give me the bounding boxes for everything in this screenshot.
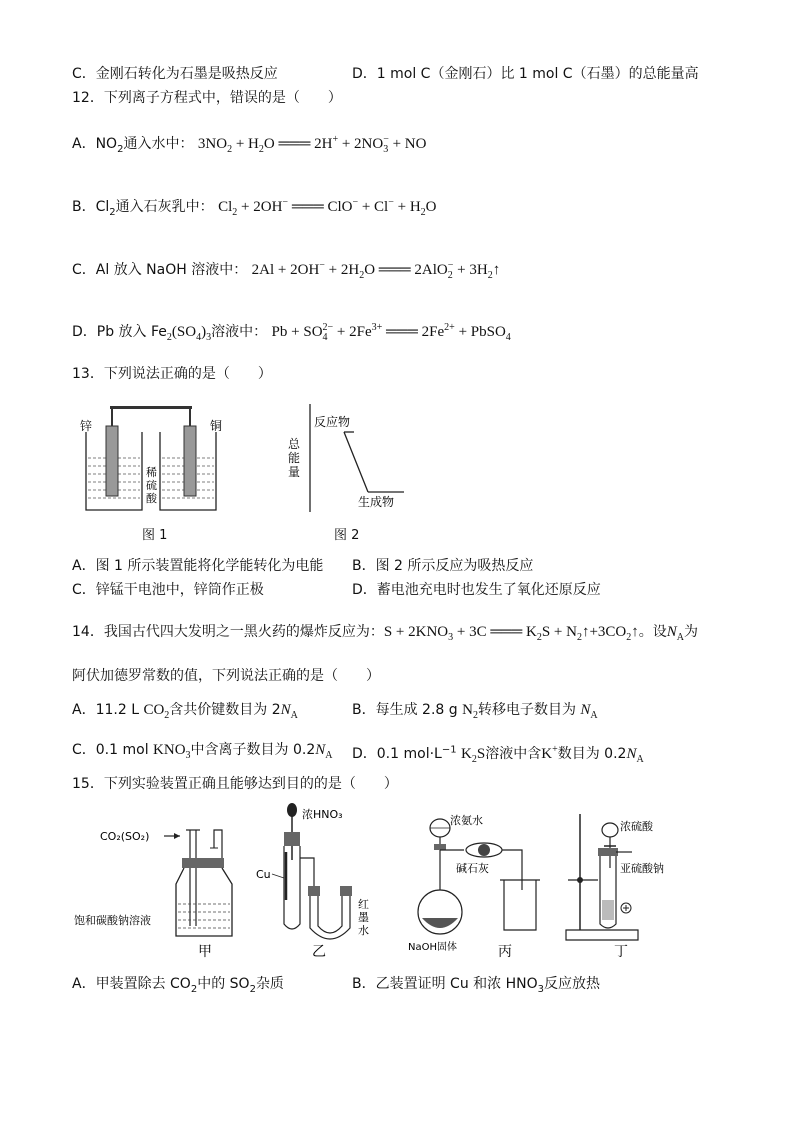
q15-option-a: A．甲装置除去 $CO_2$中的 $SO_2$杂质 <box>72 976 284 995</box>
q14-option-c: C．0.1 mol $KNO_3$中含离子数目为 $0.2N_A$ <box>72 742 333 761</box>
ding-caption: 丁 <box>614 944 628 958</box>
q14-stem-post: 。设 <box>638 624 667 640</box>
q15-b-post: 反应放热 <box>544 976 600 992</box>
ylabel-2: 能 <box>288 451 301 465</box>
q14-stem: 14．我国古代四大发明之一黑火药的爆炸反应为：$S + 2KNO_3 + 3C$ ═══ $K_2S$ + $N_2↑+3CO_2↑$。设$N_A$为 <box>72 624 699 643</box>
q12-stem: 12．下列离子方程式中，错误的是（ ） <box>72 90 342 106</box>
jia-solution-label: 饱和碳酸钠溶液 <box>74 914 151 927</box>
q15-apparatus-jia <box>72 808 262 958</box>
q12-c-equation: $2Al + 2OH^- + 2H_2O$ ═══ $2AlO_2^- + 3H_2↑$ <box>251 260 501 281</box>
q12-a-text: 通入水中： <box>123 136 194 152</box>
q12-c-label: C．Al 放入 NaOH 溶液中： <box>72 262 248 278</box>
zinc-electrode <box>106 426 118 496</box>
figure-2-caption: 图 2 <box>334 528 360 543</box>
q14-c-mid: 中含离子数目为 0.2 <box>190 742 316 758</box>
yi-acid-label: 浓HNO₃ <box>302 808 343 821</box>
q12-d-text: 溶液中： <box>211 324 268 340</box>
q14-d-mid: 溶液中含 <box>485 746 542 762</box>
yi-caption: 乙 <box>312 944 326 958</box>
yi-cu-label: Cu <box>256 868 271 881</box>
yi-ink-1: 红 <box>358 898 369 911</box>
q12-option-d: D．Pb 放入 $Fe_2(SO_4)_3$溶液中： $Pb + SO_4^{2-} + 2Fe^{3+}$ ═══ $2Fe^{2+}$ + PbSO$_4$ <box>72 322 511 343</box>
ding-acid-label: 浓硫酸 <box>620 820 653 833</box>
copper-electrode <box>184 426 196 496</box>
q15-apparatus-bing <box>404 808 544 958</box>
reactant-label: 反应物 <box>314 415 351 429</box>
yi-ink-3: 水 <box>358 924 369 937</box>
ylabel-1: 总 <box>288 437 301 451</box>
q14-option-a: A．11.2 L $CO_2$含共价键数目为 $2N_A$ <box>72 702 298 721</box>
q13-stem: 13．下列说法正确的是（ ） <box>72 366 272 382</box>
q12-b-text: 通入石灰乳中： <box>115 199 214 215</box>
q14-a-mid: 含共价键数目为 2 <box>169 702 281 718</box>
q15-option-b: B．乙装置证明 Cu 和浓 $HNO_3$反应放热 <box>352 976 600 995</box>
figure-1-caption: 图 1 <box>142 528 168 543</box>
jia-caption: 甲 <box>198 944 212 958</box>
q14-d-pre: D．0.1 mol·L <box>352 746 442 762</box>
q14-a-pre: A．11.2 L <box>72 702 139 718</box>
q14-b-mid: 转移电子数目为 <box>477 702 576 718</box>
bing-caption: 丙 <box>498 944 512 958</box>
q15-apparatus-yi <box>252 800 392 958</box>
q15-a-post: 杂质 <box>255 976 284 992</box>
product-label: 生成物 <box>358 495 395 509</box>
q12-b-equation: $Cl_2 + 2OH^-$ ═══ $ClO^- + Cl^- + H_2O$ <box>218 197 437 218</box>
q14-stem-post2: 为 <box>684 624 699 640</box>
q15-a-pre: A．甲装置除去 CO <box>72 976 191 992</box>
q12-option-b: B．$Cl_2$通入石灰乳中： $Cl_2 + 2OH^-$ ═══ $ClO^- + Cl^- + H_2O$ <box>72 197 437 218</box>
q14-c-pre: C．0.1 mol <box>72 742 149 758</box>
q13-figure-1 <box>72 400 232 520</box>
q13-option-c: C．锌锰干电池中，锌筒作正极 <box>72 582 264 598</box>
q14-stem-pre: 14．我国古代四大发明之一黑火药的爆炸反应为： <box>72 624 384 640</box>
q14-option-b: B．每生成 2.8 g $N_2$转移电子数目为 $N_A$ <box>352 702 598 721</box>
q12-option-c <box>72 256 500 286</box>
bing-naoh-label: NaOH固体 <box>408 942 457 953</box>
q12-d-label: D．Pb 放入 Fe <box>72 324 167 340</box>
q11-option-d: D．1 mol C（金刚石）比 1 mol C（石墨）的总能量高 <box>352 66 699 82</box>
q14-b-pre: B．每生成 2.8 g <box>352 702 458 718</box>
q15-apparatus-ding <box>558 808 698 958</box>
q12-b-label: B．Cl <box>72 199 110 215</box>
ding-salt-label: 亚硫酸钠 <box>620 862 664 875</box>
q12-a-label: A．NO <box>72 136 118 152</box>
copper-label: 铜 <box>210 419 223 433</box>
q13-option-a: A．图 1 所示装置能将化学能转化为电能 <box>72 558 324 574</box>
q14-d-post: 数目为 0.2 <box>557 746 627 762</box>
q14-option-d: D．0.1 $mol\cdot L^{-1}$ $K_2S$溶液中含K+数目为 $0.2N_A$ <box>352 744 644 765</box>
q14-stem-line2: 阿伏加德罗常数的值，下列说法正确的是（ ） <box>72 668 380 684</box>
acid-label-3: 酸 <box>146 492 157 505</box>
yi-ink-2: 墨 <box>358 911 369 924</box>
q11-option-c: C．金刚石转化为石墨是吸热反应 <box>72 66 278 82</box>
q15-a-mid: 中的 SO <box>197 976 250 992</box>
q12-a-equation: $3NO_2 + H_2O$ ═══ $2H^+ + 2NO_3^-$ + NO <box>197 134 427 155</box>
q13-figure-2 <box>280 400 410 515</box>
q15-b-pre: B．乙装置证明 Cu 和浓 HNO <box>352 976 538 992</box>
q13-option-d: D．蓄电池充电时也发生了氧化还原反应 <box>352 582 601 598</box>
q12-d-equation: $Pb + SO_4^{2-} + 2Fe^{3+}$ ═══ $2Fe^{2+}$ + PbSO$_4$ <box>271 322 511 343</box>
acid-label-2: 硫 <box>146 479 157 492</box>
q15-stem: 15．下列实验装置正确且能够达到目的的是（ ） <box>72 776 398 792</box>
q12-option-a: A．$NO_2$通入水中： $3NO_2 + H_2O$ ═══ $2H^+ + 2NO_3^-$ + NO <box>72 134 427 155</box>
jia-gas-label: CO₂(SO₂) <box>100 830 150 843</box>
acid-label-1: 稀 <box>146 466 157 479</box>
q13-option-b: B．图 2 所示反应为吸热反应 <box>352 558 534 574</box>
q14-equation: $S + 2KNO_3 + 3C$ ═══ $K_2S$ + $N_2↑+3CO_2↑$ <box>383 624 639 643</box>
zinc-label: 锌 <box>80 419 93 433</box>
bing-ammonia-label: 浓氨水 <box>450 814 483 827</box>
ylabel-3: 量 <box>288 465 301 479</box>
bing-lime-label: 碱石灰 <box>456 862 489 875</box>
